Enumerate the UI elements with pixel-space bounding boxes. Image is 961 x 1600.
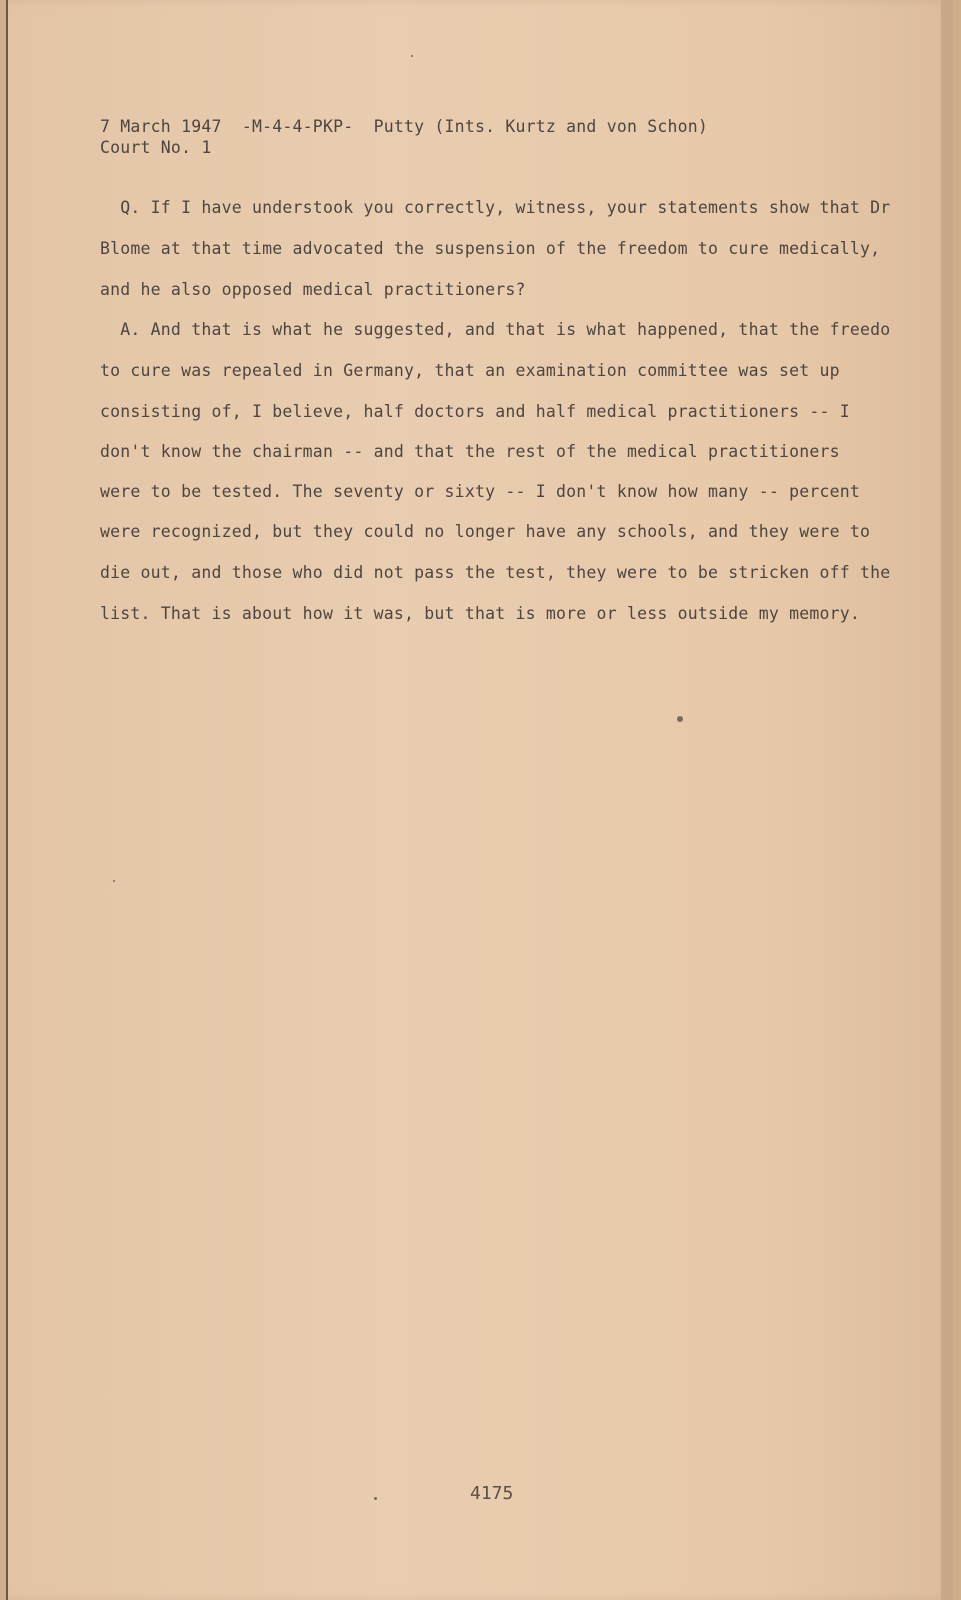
- header-date-line: 7 March 1947 -M-4-4-PKP- Putty (Ints. Kurtz and von Schon): [100, 117, 709, 136]
- transcript-line: A. And that is what he suggested, and that is what happened, that the freedo: [100, 320, 891, 339]
- typed-document-page: [6, 0, 953, 1600]
- transcript-line: were to be tested. The seventy or sixty -- I don't know how many -- percent: [100, 482, 861, 501]
- paper-speck: [411, 55, 413, 57]
- paper-speck: [374, 1497, 377, 1500]
- transcript-line: die out, and those who did not pass the test, they were to be stricken off the: [100, 563, 891, 582]
- page-right-edge: [941, 0, 953, 1600]
- transcript-line: Blome at that time advocated the suspension of the freedom to cure medically,: [100, 239, 881, 258]
- header-court-line: Court No. 1: [100, 138, 212, 157]
- paper-speck: [677, 716, 683, 722]
- transcript-line: consisting of, I believe, half doctors and half medical practitioners -- I: [100, 402, 850, 421]
- page-number: 4175: [470, 1483, 514, 1504]
- transcript-line: and he also opposed medical practitioners?: [100, 280, 526, 299]
- transcript-line: were recognized, but they could no longer have any schools, and they were to: [100, 522, 871, 541]
- paper-speck: [113, 880, 115, 882]
- transcript-line: list. That is about how it was, but that is more or less outside my memory.: [100, 604, 861, 623]
- transcript-line: Q. If I have understook you correctly, witness, your statements show that Dr: [100, 198, 891, 217]
- transcript-line: to cure was repealed in Germany, that an examination committee was set up: [100, 361, 840, 380]
- transcript-line: don't know the chairman -- and that the rest of the medical practitioners: [100, 442, 840, 461]
